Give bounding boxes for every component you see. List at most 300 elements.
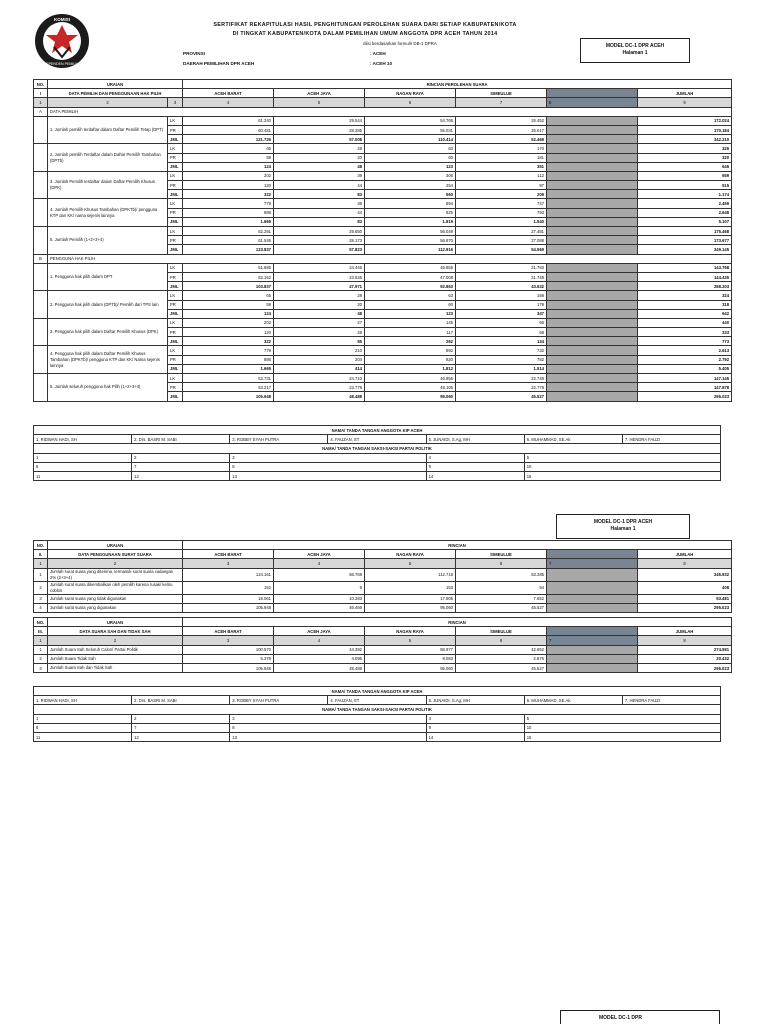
column-header: SIMEULUE — [456, 89, 547, 98]
value-cell — [547, 282, 638, 291]
value-cell: 123 — [365, 309, 456, 318]
value-cell: 42.652 — [456, 645, 547, 654]
value-cell: 1.514 — [456, 364, 547, 373]
kip-member-name: 2. Drs. BASRI M. SABI — [132, 435, 230, 444]
sex-cell: PR — [168, 383, 183, 392]
total-cell: 5.107 — [638, 217, 732, 226]
saksi-number: 4 — [426, 714, 524, 723]
table-suara-sah — [33, 617, 732, 673]
value-cell — [547, 337, 638, 346]
row-number: 2 — [34, 581, 48, 594]
table-row — [34, 291, 732, 300]
saksi-number: 11 — [34, 732, 132, 741]
value-cell: 28 — [274, 291, 365, 300]
value-cell: 68 — [456, 328, 547, 337]
kip-member-name: 5. JUNAIDI, S.Ag, MH — [426, 435, 524, 444]
value-cell — [547, 654, 638, 663]
value-cell: 105.948 — [183, 392, 274, 401]
row-label: 5. Jumlah Pemilih (1+2+3+4) — [48, 227, 168, 255]
row-label: Jumlah surat suara yang tidak digunakan — [48, 594, 183, 603]
saksi-number: 9 — [426, 723, 524, 732]
row-label: Jumlah surat suara yang digunakan — [48, 603, 183, 612]
saksi-row — [34, 453, 721, 462]
index-cell: 7 — [456, 98, 547, 107]
value-cell: 92.863 — [365, 282, 456, 291]
value-cell: 48.488 — [274, 663, 365, 672]
value-cell: 347 — [456, 309, 547, 318]
saksi-number: 11 — [34, 471, 132, 480]
col-rincian-header: RINCIAN PEROLEHAN SUARA — [183, 80, 732, 89]
kip-member-name: 1. RIDWAN HADI, SH — [34, 696, 132, 705]
total-cell: 646 — [638, 162, 732, 171]
total-cell: 320 — [638, 153, 732, 162]
column-header: SIMEULUE — [456, 550, 547, 559]
value-cell — [547, 135, 638, 144]
index-cell: 3 — [168, 98, 183, 107]
kip-member-name: 7. HENDRA FAUZI — [622, 435, 720, 444]
total-cell: 773 — [638, 337, 732, 346]
column-header: NAGAN RAYA — [365, 89, 456, 98]
value-cell — [547, 309, 638, 318]
total-cell: 173.677 — [638, 236, 732, 245]
saksi-number: 8 — [230, 462, 426, 471]
saksi-number: 1 — [34, 453, 132, 462]
value-cell: 46.466 — [274, 603, 365, 612]
value-cell: 22.778 — [456, 383, 547, 392]
value-cell: 48.488 — [274, 392, 365, 401]
sex-cell: JML — [168, 245, 183, 254]
table-row — [34, 645, 732, 654]
value-cell: 414 — [274, 364, 365, 373]
value-cell: 65 — [183, 291, 274, 300]
provinsi-label: PROVINSI — [183, 51, 205, 56]
value-cell: 39 — [274, 171, 365, 180]
signature-kip-row — [34, 696, 721, 705]
value-cell: 63 — [365, 291, 456, 300]
value-cell: 24.445 — [274, 263, 365, 272]
column-header: JUMLAH — [638, 89, 732, 98]
index-row — [34, 636, 732, 645]
section-number: I — [34, 89, 48, 98]
total-cell: 2.459 — [638, 199, 732, 208]
value-cell: 54.765 — [365, 116, 456, 125]
table-header-row — [34, 89, 732, 98]
value-cell: 204 — [274, 355, 365, 364]
dapil-label: DAERAH PEMILIHAN DPR ACEH — [183, 61, 255, 66]
value-cell: 23.526 — [274, 272, 365, 281]
value-cell: 322 — [183, 337, 274, 346]
sex-cell: PR — [168, 300, 183, 309]
sex-cell: LK — [168, 291, 183, 300]
sex-cell: JML — [168, 392, 183, 401]
row-label: Jumlah Suara Tidak Sah — [48, 654, 183, 663]
table-header-row — [34, 541, 732, 550]
saksi-number: 14 — [426, 471, 524, 480]
kip-member-name: 6. MUHAMMAD, SE.Ak — [524, 696, 622, 705]
table-data-pemilih — [33, 79, 732, 402]
column-header: NAGAN RAYA — [365, 627, 456, 636]
value-cell: 202 — [183, 318, 274, 327]
table-row — [34, 144, 732, 153]
value-cell: 170 — [456, 144, 547, 153]
value-cell — [547, 645, 638, 654]
saksi-row — [34, 471, 721, 480]
value-cell: 1.665 — [183, 364, 274, 373]
total-cell: 274.581 — [638, 645, 732, 654]
value-cell: 7.652 — [456, 594, 547, 603]
value-cell: 209 — [456, 190, 547, 199]
value-cell: 55.031 — [365, 125, 456, 134]
saksi-number: 8 — [230, 723, 426, 732]
value-cell: 5.378 — [183, 654, 274, 663]
table-row — [34, 603, 732, 612]
saksi-number: 6 — [34, 723, 132, 732]
value-cell: 782 — [456, 355, 547, 364]
saksi-number: 7 — [132, 462, 230, 471]
sex-cell: PR — [168, 272, 183, 281]
value-cell: 120 — [183, 181, 274, 190]
uraian-subtitle: DATA PENGGUNAAN SURAT SUARA — [48, 550, 183, 559]
col-no-header: NO. — [34, 541, 48, 550]
value-cell: 47.971 — [274, 282, 365, 291]
kip-member-name: 7. HENDRA FAUZI — [622, 696, 720, 705]
total-cell: 2.792 — [638, 355, 732, 364]
total-cell: 515 — [638, 181, 732, 190]
column-header: NAGAN RAYA — [365, 550, 456, 559]
column-header: SIMEULUE — [456, 627, 547, 636]
value-cell: 20 — [274, 153, 365, 162]
value-cell: 123 — [365, 162, 456, 171]
page-title-line1: SERTIFIKAT REKAPITULASI HASIL PENGHITUNGAN PEROLEHAN SUARA DARI SETIAP KABUPATEN/KOTA — [213, 22, 517, 28]
value-cell: 62.291 — [183, 227, 274, 236]
value-cell: 53.285 — [456, 568, 547, 581]
sex-cell: JML — [168, 217, 183, 226]
value-cell — [547, 603, 638, 612]
row-spacer — [34, 318, 48, 346]
value-cell: 83 — [274, 217, 365, 226]
value-cell: 53.217 — [183, 383, 274, 392]
value-cell: 26.017 — [456, 125, 547, 134]
saksi-row — [34, 723, 721, 732]
total-cell: 288.203 — [638, 282, 732, 291]
value-cell: 61.546 — [183, 236, 274, 245]
model-box-3-line1: MODEL DC-1 DPR — [599, 1015, 642, 1021]
col-rincian-header: RINCIAN — [183, 618, 732, 627]
row-number: 3 — [34, 663, 48, 672]
value-cell: 112.718 — [365, 568, 456, 581]
value-cell: 112 — [456, 171, 547, 180]
saksi-number: 2 — [132, 714, 230, 723]
table-row — [34, 171, 732, 180]
saksi-row — [34, 732, 721, 741]
kip-member-name: 5. JUNAIDI, S.Ag, MH — [426, 696, 524, 705]
table-row — [34, 581, 732, 594]
total-cell: 349.145 — [638, 245, 732, 254]
table-row — [34, 346, 732, 355]
saksi-number: 12 — [132, 471, 230, 480]
model-box-3 — [560, 1010, 720, 1024]
value-cell: 145 — [365, 318, 456, 327]
value-cell — [547, 199, 638, 208]
value-cell — [547, 318, 638, 327]
value-cell — [547, 116, 638, 125]
value-cell: 63 — [365, 144, 456, 153]
total-cell: 143.768 — [638, 263, 732, 272]
index-row — [34, 559, 732, 568]
value-cell: 95.060 — [365, 663, 456, 672]
value-cell: 39 — [274, 199, 365, 208]
model-box-2-line2: Halaman 1 — [610, 526, 636, 532]
saksi-number: 13 — [230, 471, 426, 480]
sex-cell: PR — [168, 328, 183, 337]
table-row — [34, 227, 732, 236]
value-cell: 94 — [456, 581, 547, 594]
value-cell: 23.778 — [274, 383, 365, 392]
sex-cell: LK — [168, 374, 183, 383]
row-number: 4 — [34, 603, 48, 612]
saksi-number: 4 — [426, 453, 524, 462]
value-cell: 27.088 — [456, 236, 547, 245]
total-cell: 147.145 — [638, 374, 732, 383]
index-cell: 3 — [183, 559, 274, 568]
column-header: JUMLAH — [638, 550, 732, 559]
value-cell: 21.749 — [456, 272, 547, 281]
value-cell: 17.505 — [365, 594, 456, 603]
row-label: Jumlah Suara Sah Seluruh Calon/ Partai Politik — [48, 645, 183, 654]
row-label: Jumlah Suara Sah dan Tidak Sah — [48, 663, 183, 672]
index-cell: 5 — [365, 559, 456, 568]
total-cell: 326 — [638, 144, 732, 153]
value-cell: 120 — [183, 328, 274, 337]
total-cell: 53.481 — [638, 594, 732, 603]
total-cell: 172.024 — [638, 116, 732, 125]
value-cell: 48 — [274, 162, 365, 171]
value-cell: 124.161 — [183, 568, 274, 581]
value-cell: 52.731 — [183, 374, 274, 383]
value-cell: 105.948 — [183, 663, 274, 672]
value-cell: 44 — [274, 181, 365, 190]
column-header: JUMLAH — [638, 627, 732, 636]
row-spacer — [34, 263, 48, 291]
section-title: PENGGUNA HAK PILIH — [48, 254, 732, 263]
value-cell — [547, 663, 638, 672]
page-subtitle: diisi berdasarkan formulir DB-1 DPRA — [363, 41, 437, 46]
index-cell: 4 — [183, 98, 274, 107]
row-spacer — [34, 144, 48, 172]
total-cell: 324 — [638, 291, 732, 300]
sex-cell: LK — [168, 171, 183, 180]
value-cell: 21.783 — [456, 263, 547, 272]
value-cell: 43.532 — [456, 282, 547, 291]
column-header: ACEH JAYA — [274, 627, 365, 636]
value-cell — [547, 190, 638, 199]
value-cell: 202 — [183, 171, 274, 180]
row-number: 2 — [34, 654, 48, 663]
value-cell: 168 — [456, 291, 547, 300]
value-cell — [547, 291, 638, 300]
saksi-row — [34, 714, 721, 723]
value-cell: 123.837 — [183, 245, 274, 254]
section-letter: B — [34, 254, 48, 263]
value-cell: 4.096 — [274, 654, 365, 663]
signature-title-row — [34, 426, 721, 435]
value-cell: 18.061 — [183, 594, 274, 603]
value-cell — [547, 217, 638, 226]
sex-cell: PR — [168, 355, 183, 364]
total-cell: 318 — [638, 300, 732, 309]
value-cell — [547, 263, 638, 272]
total-cell: 144.435 — [638, 272, 732, 281]
total-cell: 2.648 — [638, 208, 732, 217]
value-cell: 44 — [274, 208, 365, 217]
column-header: ACEH BARAT — [183, 89, 274, 98]
index-cell: 3 — [183, 636, 274, 645]
value-cell — [547, 245, 638, 254]
value-cell: 9 — [274, 581, 365, 594]
column-header — [547, 550, 638, 559]
sex-cell: LK — [168, 346, 183, 355]
index-cell: 1 — [34, 559, 48, 568]
value-cell: 60.481 — [183, 125, 274, 134]
kip-member-name: 2. Drs. BASRI M. SABI — [132, 696, 230, 705]
value-cell: 28.285 — [274, 125, 365, 134]
row-label: 1. Pengguna hak pilih dalam DPT — [48, 263, 168, 291]
value-cell: 48 — [274, 309, 365, 318]
index-cell: 8 — [638, 636, 732, 645]
index-cell: 4 — [274, 636, 365, 645]
value-cell — [547, 383, 638, 392]
saksi-number: 3 — [230, 714, 426, 723]
signature-title-row — [34, 705, 721, 714]
table-row — [34, 199, 732, 208]
value-cell — [547, 568, 638, 581]
signature-title-kip: NAMA/ TANDA TANGAN ANGGOTA KIP ACEH — [34, 687, 721, 696]
total-cell: 5.405 — [638, 364, 732, 373]
value-cell — [547, 171, 638, 180]
value-cell: 124 — [183, 309, 274, 318]
value-cell: 51.685 — [183, 263, 274, 272]
value-cell: 95.060 — [365, 603, 456, 612]
index-cell: 8 — [547, 98, 638, 107]
value-cell: 210 — [274, 346, 365, 355]
section-title: DATA PEMILIH — [48, 107, 732, 116]
saksi-number: 5 — [524, 453, 720, 462]
index-cell: 5 — [365, 636, 456, 645]
value-cell: 44.392 — [274, 645, 365, 654]
value-cell: 61.240 — [183, 116, 274, 125]
col-uraian-header: URAIAN — [48, 80, 183, 89]
value-cell: 47.008 — [365, 272, 456, 281]
value-cell: 46.955 — [365, 374, 456, 383]
total-cell: 342.210 — [638, 135, 732, 144]
value-cell — [547, 355, 638, 364]
sex-cell: JML — [168, 364, 183, 373]
value-cell: 103.837 — [183, 282, 274, 291]
col-rincian-header: RINCIAN — [183, 541, 732, 550]
value-cell: 894 — [365, 199, 456, 208]
row-label: Jumlah surat suara yang diterima, termasuk surat suara cadangan 2% (2+3+4) — [48, 568, 183, 581]
value-cell — [547, 346, 638, 355]
col-no-header: NO. — [34, 618, 48, 627]
index-cell: 7 — [547, 559, 638, 568]
model-box-2-line1: MODEL DC-1 DPR ACEH — [593, 519, 653, 525]
value-cell — [547, 153, 638, 162]
row-spacer — [34, 171, 48, 199]
value-cell — [547, 125, 638, 134]
row-label: 4. Jumlah Pemilih Khusus Tambahan (DPKTb)/ pengguna KTP dan KK/ nama sejenis lainnya — [48, 199, 168, 227]
saksi-row — [34, 462, 721, 471]
table-penggunaan-surat-suara — [33, 540, 732, 613]
value-cell: 45.527 — [456, 663, 547, 672]
value-cell — [547, 300, 638, 309]
model-box-2 — [556, 514, 690, 539]
model-box-1-line1: MODEL DC-1 DPR ACEH — [605, 43, 665, 49]
value-cell: 925 — [365, 208, 456, 217]
total-cell: 2.613 — [638, 346, 732, 355]
value-cell: 110.414 — [365, 135, 456, 144]
index-row — [34, 98, 732, 107]
row-spacer — [34, 291, 48, 319]
value-cell: 52.152 — [183, 272, 274, 281]
total-cell: 333 — [638, 328, 732, 337]
total-cell: 295.023 — [638, 603, 732, 612]
value-cell: 747 — [456, 199, 547, 208]
value-cell: 56.768 — [274, 568, 365, 581]
value-cell: 117 — [365, 328, 456, 337]
column-header: ACEH JAYA — [274, 550, 365, 559]
kip-member-name: 3. ROBBY SYAH PUTRA — [230, 435, 328, 444]
section-row — [34, 107, 732, 116]
sex-cell: PR — [168, 125, 183, 134]
row-label: 5. Jumlah seluruh pengguna hak Pilih (1+2+3+4) — [48, 374, 168, 402]
index-cell: 2 — [48, 636, 183, 645]
sex-cell: PR — [168, 181, 183, 190]
saksi-number: 13 — [230, 732, 426, 741]
sex-cell: JML — [168, 190, 183, 199]
model-box-1 — [580, 38, 690, 63]
value-cell: 1.819 — [365, 217, 456, 226]
sex-cell: LK — [168, 199, 183, 208]
value-cell: 8.083 — [365, 654, 456, 663]
value-cell: 22.749 — [456, 374, 547, 383]
value-cell: 29.650 — [274, 227, 365, 236]
value-cell: 56.049 — [365, 227, 456, 236]
uraian-subtitle: DATA PEMILIH DAN PENGGUNAAN HAK PILIH — [48, 89, 183, 98]
value-cell: 920 — [365, 355, 456, 364]
table-row — [34, 654, 732, 663]
value-cell: 86.977 — [365, 645, 456, 654]
sex-cell: LK — [168, 144, 183, 153]
value-cell: 886 — [183, 208, 274, 217]
total-cell: 346.932 — [638, 568, 732, 581]
index-cell: 6 — [365, 98, 456, 107]
logo-text-bottom: INDEPENDEN PEMILIHAN — [40, 62, 84, 66]
sex-cell: PR — [168, 208, 183, 217]
index-cell: 1 — [34, 636, 48, 645]
index-cell: 7 — [547, 636, 638, 645]
sex-cell: JML — [168, 309, 183, 318]
value-cell: 1.665 — [183, 217, 274, 226]
signature-title-row — [34, 444, 721, 453]
sex-cell: PR — [168, 153, 183, 162]
col-uraian-header: URAIAN — [48, 541, 183, 550]
row-spacer — [34, 374, 48, 402]
index-cell: 5 — [274, 98, 365, 107]
saksi-number: 12 — [132, 732, 230, 741]
value-cell: 56.870 — [365, 236, 456, 245]
index-cell: 9 — [638, 98, 732, 107]
value-cell: 28 — [274, 328, 365, 337]
